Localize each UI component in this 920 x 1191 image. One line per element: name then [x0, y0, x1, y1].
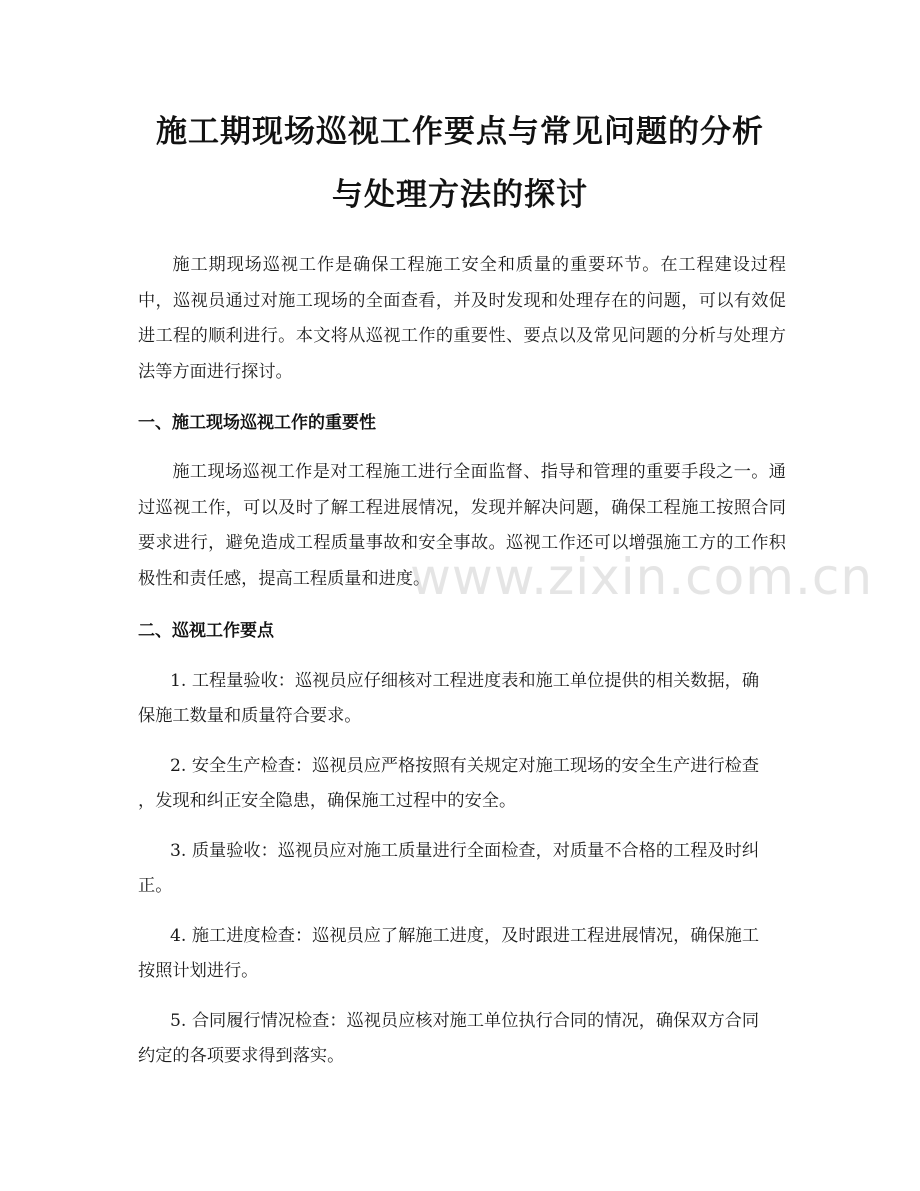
section1-paragraph: 施工现场巡视工作是对工程施工进行全面监督、指导和管理的重要手段之一。通过巡视工作，可以及时了解工程进展情况，发现并解决问题，确保工程施工按照合同要求进行，避免造成工程质量事故和安全事故。巡视工作还可以增强施工方的工作积极性和责任感，提高工程质量和进度。 [138, 462, 786, 589]
section1-heading: 一、施工现场巡视工作的重要性 [138, 413, 376, 433]
list-item-line: 约定的各项要求得到落实。 [138, 1046, 345, 1066]
list-item-line: 保施工数量和质量符合要求。 [138, 706, 362, 726]
list-item-line: 3. 质量验收：巡视员应对施工质量进行全面检查，对质量不合格的工程及时纠 [170, 841, 760, 861]
list-item-line: 按照计划进行。 [138, 961, 259, 981]
list-item-line: 1. 工程量验收：巡视员应仔细核对工程进度表和施工单位提供的相关数据，确 [170, 671, 760, 691]
list-item-line: 正。 [138, 876, 173, 896]
list-item [138, 919, 786, 989]
section2-heading: 二、巡视工作要点 [138, 621, 274, 641]
list-item-line: 2. 安全生产检查：巡视员应严格按照有关规定对施工现场的安全生产进行检查 [170, 756, 760, 776]
list-item-line: 4. 施工进度检查：巡视员应了解施工进度，及时跟进工程进展情况，确保施工 [170, 926, 760, 946]
list-item-line: 5. 合同履行情况检查：巡视员应核对施工单位执行合同的情况，确保双方合同 [170, 1011, 760, 1031]
list-item [138, 749, 786, 819]
list-item [138, 664, 786, 734]
intro-paragraph: 施工期现场巡视工作是确保工程施工安全和质量的重要环节。在工程建设过程中，巡视员通过对施工现场的全面查看，并及时发现和处理存在的问题，可以有效促进工程的顺利进行。本文将从巡视工作的重要性、要点以及常见问题的分析与处理方法等方面进行探讨。 [138, 255, 786, 382]
list-item-line: ，发现和纠正安全隐患，确保施工过程中的安全。 [138, 791, 517, 811]
watermark: www.zixin.com.cn [410, 548, 874, 606]
document-title-line1: 施工期现场巡视工作要点与常见问题的分析 [156, 114, 764, 150]
list-item [138, 834, 786, 904]
list-item [138, 1004, 786, 1074]
document-title-line2: 与处理方法的探讨 [332, 177, 588, 213]
